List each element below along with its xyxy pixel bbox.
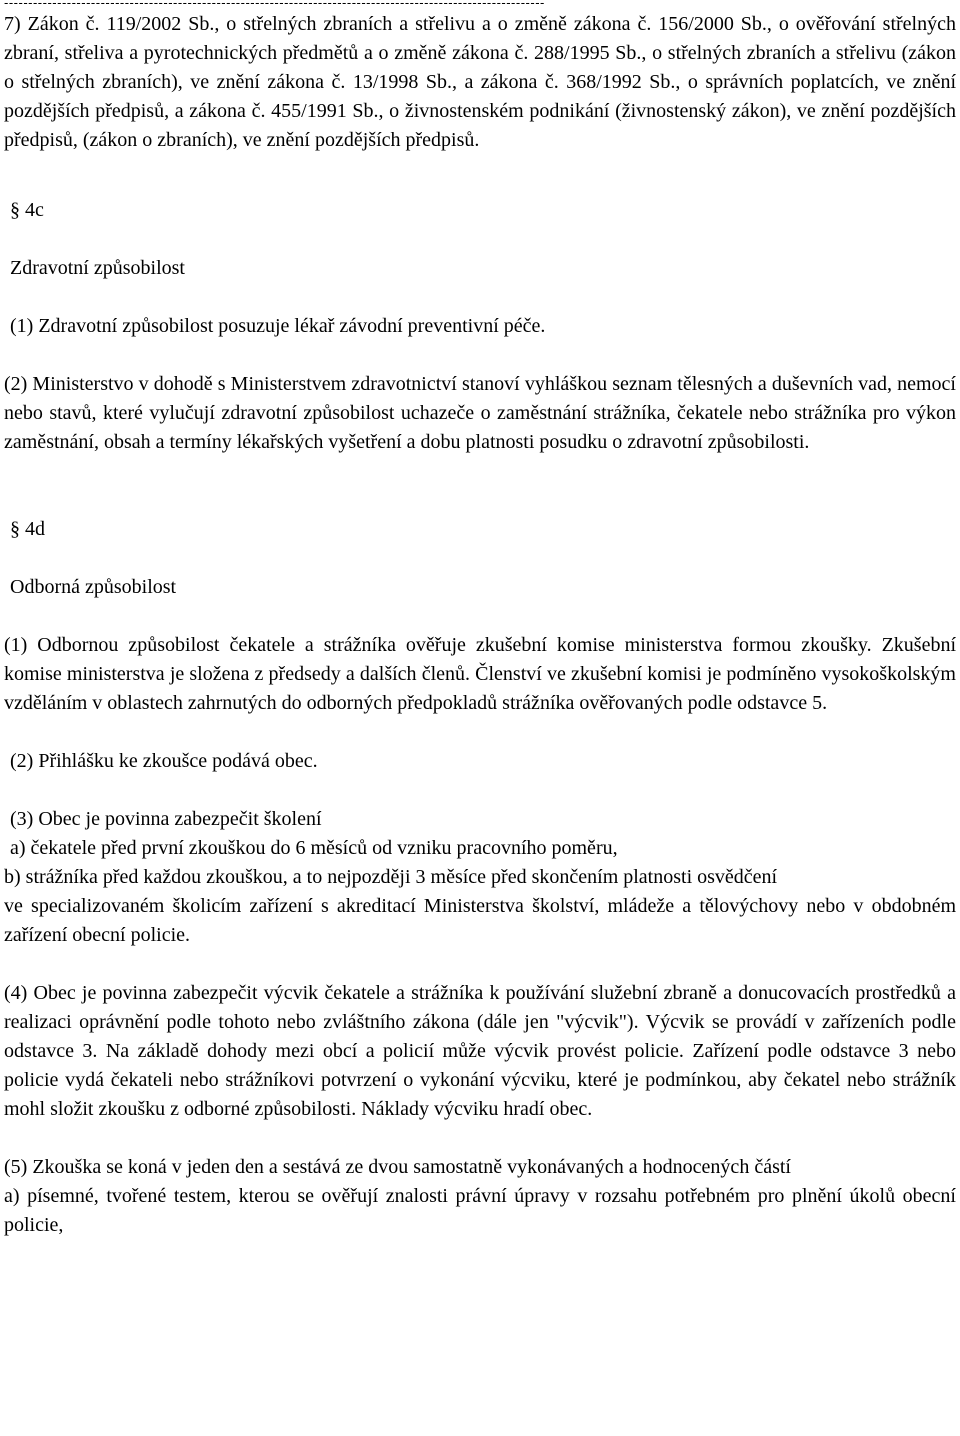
section-4c-title: Zdravotní způsobilost	[10, 257, 185, 279]
spacer	[4, 283, 956, 312]
spacer	[4, 341, 956, 370]
section-4d-paragraph-5-item-a: a) písemné, tvořené testem, kterou se ověřují znalosti právní úpravy v rozsahu potřebném pro plnění úkolů obecní policie,	[4, 1185, 956, 1236]
section-4d-paragraph-3-item-b: b) strážníka před každou zkouškou, a to nejpozději 3 měsíce před skončením platnosti osvědčení	[4, 866, 778, 888]
spacer	[4, 457, 956, 515]
section-4d-paragraph-4: (4) Obec je povinna zabezpečit výcvik čekatele a strážníka k používání služební zbraně a donucovacích prostředků a realizaci oprávnění podle tohoto nebo zvláštního zákona (dále jen "výcvik"). Výcvik se provádí v zařízeních podle odstavce 3. Na základě dohody mezi obcí a policií může výcvik provést policie. Zařízení podle odstavce 3 nebo policie vydá čekateli nebo strážníkovi potvrzení o vykonání výcviku, které je podmínkou, aby čekatel nebo strážník mohl složit zkoušku z odborné způsobilosti. Náklady výcviku hradí obec.	[4, 982, 956, 1120]
section-4d-paragraph-3-intro: (3) Obec je povinna zabezpečit školení	[10, 808, 322, 830]
top-dashed-rule: ----------------------------------------------------------------------------------------------------------------	[4, 0, 545, 10]
spacer	[4, 225, 956, 254]
section-4d-paragraph-3-item-a: a) čekatele před první zkouškou do 6 měsíců od vzniku pracovního poměru,	[10, 837, 618, 859]
spacer	[4, 602, 956, 631]
section-4d-paragraph-5-intro: (5) Zkouška se koná v jeden den a sestává ze dvou samostatně vykonávaných a hodnocených částí	[4, 1156, 791, 1178]
section-4c-paragraph-2: (2) Ministerstvo v dohodě s Ministerstvem zdravotnictví stanoví vyhláškou seznam tělesných a duševních vad, nemocí nebo stavů, které vylučují zdravotní způsobilost uchazeče o zaměstnání strážníka, čekatele nebo strážníka pro výkon zaměstnání, obsah a termíny lékařských vyšetření a dobu platnosti posudku o zdravotní způsobilosti.	[4, 373, 956, 453]
section-4d-paragraph-1: (1) Odbornou způsobilost čekatele a strážníka ověřuje zkušební komise ministerstva formou zkoušky. Zkušební komise ministerstva je složena z předsedy a dalších členů. Členství ve zkušební komisi je podmíněno vysokoškolským vzděláním v oblastech zahrnutých do odborných předpokladů strážníka ověřovaných podle odstavce 5.	[4, 634, 956, 714]
footnote-7-paragraph: 7) Zákon č. 119/2002 Sb., o střelných zbraních a střelivu a o změně zákona č. 156/2000 Sb., o ověřování střelných zbraní, střeliva a pyrotechnických předmětů a o změně zákona č. 288/1995 Sb., o střelných zbraních a střelivu (zákon o střelných zbraních), ve znění zákona č. 13/1998 Sb., a zákona č. 368/1992 Sb., o správních poplatcích, ve znění pozdějších předpisů, a zákona č. 455/1991 Sb., o živnostenském podnikání (živnostenský zákon), ve znění pozdějších předpisů, (zákon o zbraních), ve znění pozdějších předpisů.	[4, 13, 956, 151]
section-4c-paragraph-1: (1) Zdravotní způsobilost posuzuje lékař závodní preventivní péče.	[10, 315, 546, 337]
section-4c-number: § 4c	[10, 199, 44, 221]
section-4d-paragraph-2: (2) Přihlášku ke zkoušce podává obec.	[10, 750, 318, 772]
spacer	[4, 544, 956, 573]
spacer	[4, 1124, 956, 1153]
section-4d-title: Odborná způsobilost	[10, 576, 177, 598]
section-4d-paragraph-3-tail: ve specializovaném školicím zařízení s akreditací Ministerstva školství, mládeže a tělovýchovy nebo v obdobném zařízení obecní policie.	[4, 895, 956, 946]
spacer	[4, 718, 956, 747]
section-4d-number: § 4d	[10, 518, 45, 540]
spacer	[4, 155, 956, 196]
spacer	[4, 776, 956, 805]
spacer	[4, 950, 956, 979]
